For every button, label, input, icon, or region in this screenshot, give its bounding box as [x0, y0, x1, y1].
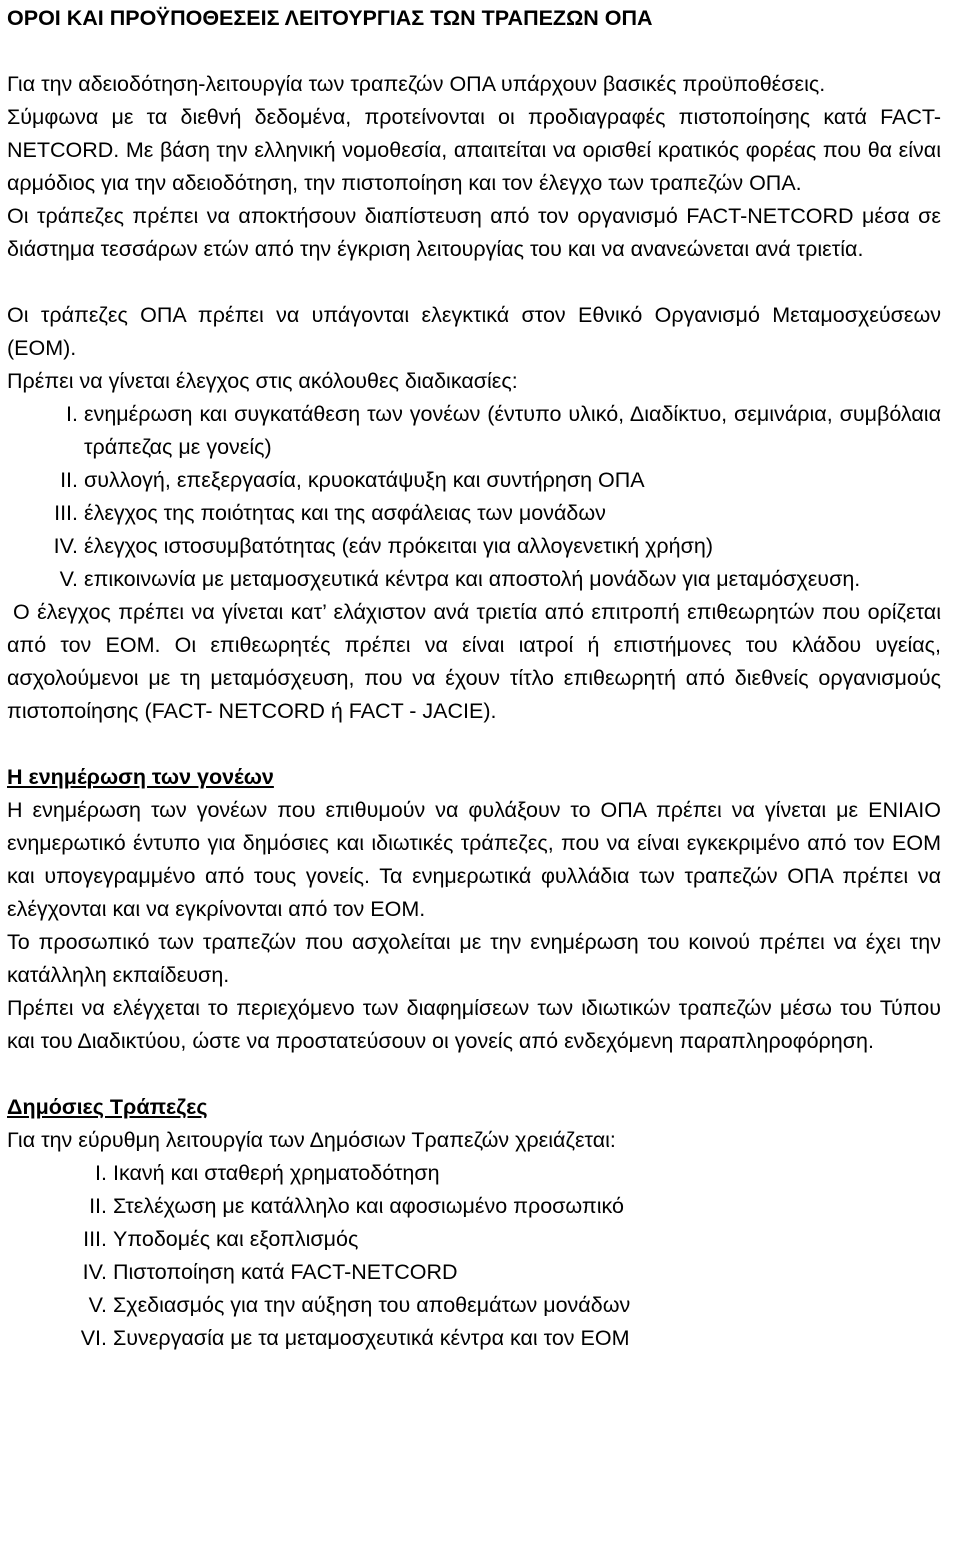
list-item	[7, 398, 941, 464]
paragraph-eom-control: Οι τράπεζες ΟΠΑ πρέπει να υπάγονται ελεγκτικά στον Εθνικό Οργανισμό Μεταμοσχεύσεων (ΕΟΜ).	[7, 303, 941, 360]
list-number: V.	[88, 1293, 107, 1317]
list-text: Συνεργασία με τα μεταμοσχευτικά κέντρα και τον ΕΟΜ	[113, 1326, 630, 1350]
paragraph-staff-training: Το προσωπικό των τραπεζών που ασχολείται με την ενημέρωση του κοινού πρέπει να έχει την κατάλληλη εκπαίδευση.	[7, 930, 941, 987]
paragraph-prerequisites: Για την αδειοδότηση-λειτουργία των τραπεζών ΟΠΑ υπάρχουν βασικές προϋποθέσεις.	[7, 72, 826, 96]
list-text: έλεγχος της ποιότητας και της ασφάλειας των μονάδων	[84, 501, 606, 525]
paragraph-public-banks-intro: Για την εύρυθμη λειτουργία των Δημόσιων Τραπεζών χρειάζεται:	[7, 1128, 616, 1152]
list-number: II.	[89, 1194, 107, 1218]
paragraph-inspection: Ο έλεγχος πρέπει να γίνεται κατ’ ελάχιστον ανά τριετία από επιτροπή επιθεωρητών που ορίζεται από τον ΕΟΜ. Οι επιθεωρητές πρέπει να είναι ιατροί ή επιστήμονες του κλάδου υγείας, ασχολούμενοι με τη μεταμόσχευση, που να έχουν τίτλο επιθεωρητή από διεθνείς οργανισμούς πιστοποίησης (FACT- NETCORD ή FACT - JACIE).	[7, 600, 941, 723]
list-item	[7, 1190, 941, 1223]
list-number: IV.	[82, 1260, 107, 1284]
spacer	[7, 728, 941, 761]
list-item	[7, 563, 941, 596]
list-text: Υποδομές και εξοπλισμός	[113, 1227, 359, 1251]
spacer	[7, 266, 941, 299]
list-item	[7, 1157, 941, 1190]
list-number: V.	[59, 567, 78, 591]
list-number: III.	[83, 1227, 107, 1251]
spacer	[7, 1058, 941, 1091]
list-item	[7, 497, 941, 530]
list-text: Ικανή και σταθερή χρηματοδότηση	[113, 1161, 440, 1185]
paragraph-parents-info: Η ενημέρωση των γονέων που επιθυμούν να φυλάξουν το ΟΠΑ πρέπει να γίνεται με ΕΝΙΑΙΟ ενημερωτικό έντυπο για δημόσιες και ιδιωτικές τράπεζες, που να είναι εγκεκριμένο από τον ΕΟΜ και υπογεγραμμένο από τους γονείς. Τα ενημερωτικά φυλλάδια των τραπεζών ΟΠΑ πρέπει να ελέγχονται και να εγκρίνονται από τον ΕΟΜ.	[7, 798, 941, 921]
list-number: III.	[54, 501, 78, 525]
section-heading-public-banks: Δημόσιες Τράπεζες	[7, 1095, 208, 1119]
paragraph-advertising-control: Πρέπει να ελέγχεται το περιεχόμενο των διαφημίσεων των ιδιωτικών τραπεζών μέσω του Τύπου και του Διαδικτύου, ώστε να προστατεύσουν οι γονείς από ενδεχόμενη παραπληροφόρηση.	[7, 996, 941, 1053]
list-text: Στελέχωση με κατάλληλο και αφοσιωμένο προσωπικό	[113, 1194, 624, 1218]
document-title: ΟΡΟΙ ΚΑΙ ΠΡΟΫΠΟΘΕΣΕΙΣ ΛΕΙΤΟΥΡΓΙΑΣ ΤΩΝ ΤΡΑΠΕΖΩΝ ΟΠΑ	[7, 6, 653, 30]
list-text: επικοινωνία με μεταμοσχευτικά κέντρα και αποστολή μονάδων για μεταμόσχευση.	[84, 567, 861, 591]
section-heading-parents-info: Η ενημέρωση των γονέων	[7, 765, 274, 789]
list-item	[7, 464, 941, 497]
list-item	[7, 530, 941, 563]
list-item	[7, 1322, 941, 1355]
list-number: VI.	[80, 1326, 107, 1350]
list-item	[7, 1289, 941, 1322]
paragraph-procedures-intro: Πρέπει να γίνεται έλεγχος στις ακόλουθες διαδικασίες:	[7, 369, 518, 393]
list-item	[7, 1256, 941, 1289]
control-procedures-list	[7, 398, 941, 596]
list-text: συλλογή, επεξεργασία, κρυοκατάψυξη και συντήρηση ΟΠΑ	[84, 468, 645, 492]
list-number: II.	[60, 468, 78, 492]
list-number: IV.	[53, 534, 78, 558]
paragraph-accreditation: Οι τράπεζες πρέπει να αποκτήσουν διαπίστευση από τον οργανισμό FACT-NETCORD μέσα σε διάστημα τεσσάρων ετών από την έγκριση λειτουργίας του και να ανανεώνεται ανά τριετία.	[7, 204, 941, 261]
list-number: I.	[66, 402, 78, 426]
list-text: έλεγχος ιστοσυμβατότητας (εάν πρόκειται για αλλογενετική χρήση)	[84, 534, 713, 558]
list-text: Σχεδιασμός για την αύξηση του αποθεμάτων μονάδων	[113, 1293, 631, 1317]
list-number: I.	[95, 1161, 107, 1185]
public-banks-requirements-list	[7, 1157, 941, 1355]
paragraph-certification: Σύμφωνα με τα διεθνή δεδομένα, προτείνονται οι προδιαγραφές πιστοποίησης κατά FACT-NETCORD. Με βάση την ελληνική νομοθεσία, απαιτείται να ορισθεί κρατικός φορέας που θα είναι αρμόδιος για την αδειοδότηση, την πιστοποίηση και τον έλεγχο των τραπεζών ΟΠΑ.	[7, 105, 941, 195]
list-text: ενημέρωση και συγκατάθεση των γονέων (έντυπο υλικό, Διαδίκτυο, σεμινάρια, συμβόλαια τράπεζας με γονείς)	[84, 402, 941, 459]
list-item	[7, 1223, 941, 1256]
list-text: Πιστοποίηση κατά FACT-NETCORD	[113, 1260, 458, 1284]
